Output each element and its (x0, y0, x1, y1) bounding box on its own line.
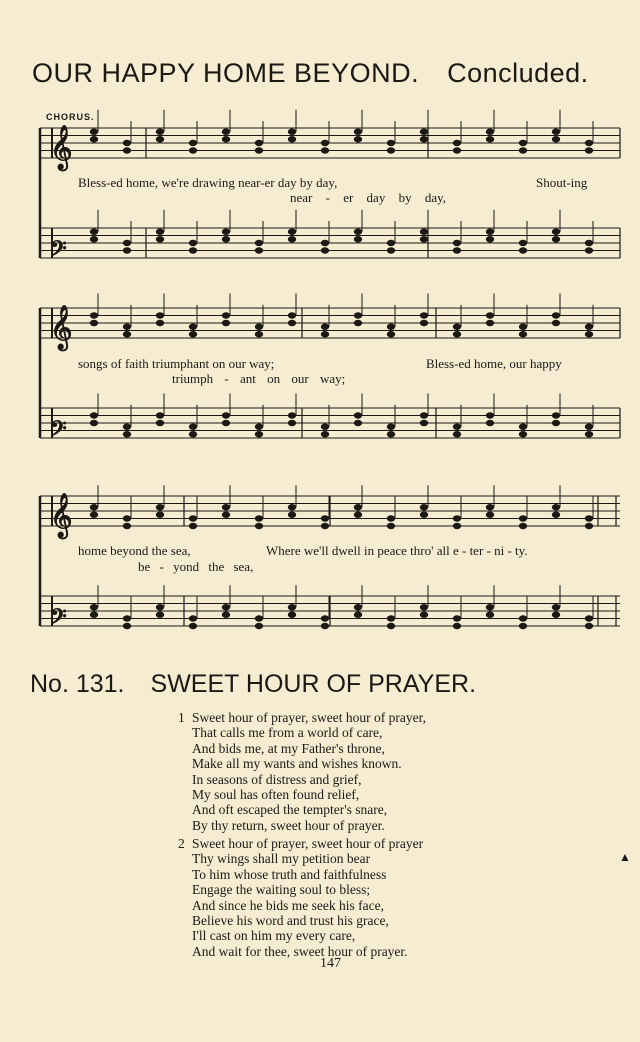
note-head (321, 240, 329, 246)
staff-notation-3 (36, 488, 620, 648)
note-head (123, 324, 131, 330)
note-head (255, 523, 263, 529)
note-head (123, 615, 131, 621)
note-head (420, 129, 428, 135)
note-head (354, 136, 362, 142)
note-head (189, 140, 197, 146)
note-head (387, 431, 395, 437)
note-head (585, 331, 593, 337)
note-head (90, 136, 98, 142)
note-head (222, 320, 230, 326)
note-head (585, 140, 593, 146)
note-head (453, 240, 461, 246)
note-head (189, 523, 197, 529)
note-head (552, 129, 560, 135)
note-head (585, 324, 593, 330)
note-head (189, 515, 197, 521)
note-head (189, 615, 197, 621)
note-head (255, 623, 263, 629)
note-head (255, 515, 263, 521)
note-head (420, 604, 428, 610)
note-head (123, 431, 131, 437)
note-head (453, 331, 461, 337)
note-head (354, 604, 362, 610)
note-head (486, 512, 494, 518)
note-head (222, 229, 230, 235)
note-head (222, 412, 230, 418)
note-head (156, 229, 164, 235)
note-head (585, 515, 593, 521)
note-head (486, 312, 494, 318)
note-head (387, 324, 395, 330)
note-head (222, 612, 230, 618)
note-head (552, 312, 560, 318)
note-head (519, 424, 527, 430)
note-head (288, 512, 296, 518)
note-head (387, 240, 395, 246)
note-head (354, 312, 362, 318)
note-head (156, 612, 164, 618)
hymn-heading (30, 670, 620, 699)
note-head (519, 523, 527, 529)
note-head (486, 236, 494, 242)
note-head (519, 431, 527, 437)
note-head (156, 604, 164, 610)
note-head (321, 140, 329, 146)
note-head (552, 504, 560, 510)
note-head (486, 420, 494, 426)
note-head (420, 504, 428, 510)
note-head (387, 247, 395, 253)
song-subtitle: Concluded. (447, 58, 589, 88)
note-head (288, 129, 296, 135)
note-head (354, 612, 362, 618)
note-head (123, 424, 131, 430)
page-heading (32, 58, 622, 89)
verse-line: And oft escaped the tempter's snare, (192, 802, 388, 818)
note-head (189, 623, 197, 629)
note-head (189, 331, 197, 337)
note-head (519, 247, 527, 253)
music-system-3 (36, 488, 620, 648)
note-head (387, 424, 395, 430)
note-head (519, 140, 527, 146)
note-head (156, 512, 164, 518)
note-head (189, 424, 197, 430)
note-head (585, 247, 593, 253)
verse-line: Sweet hour of prayer, sweet hour of prayer, (192, 710, 426, 725)
note-head (585, 623, 593, 629)
verse-line: Believe his word and trust his grace, (192, 913, 389, 929)
note-head (486, 320, 494, 326)
note-head (552, 229, 560, 235)
note-head (222, 604, 230, 610)
note-head (486, 412, 494, 418)
note-head (189, 431, 197, 437)
note-head (552, 412, 560, 418)
note-head (255, 331, 263, 337)
note-head (156, 236, 164, 242)
note-head (354, 229, 362, 235)
note-head (255, 147, 263, 153)
lyrics-1-line1: Bless-ed home, we're drawing near-er day by day, (78, 175, 338, 190)
note-head (255, 615, 263, 621)
bass-clef-icon: 𝄢 (50, 605, 67, 635)
treble-clef-icon: 𝄞 (50, 125, 73, 169)
note-head (387, 623, 395, 629)
note-head (519, 615, 527, 621)
note-head (552, 136, 560, 142)
note-head (453, 140, 461, 146)
lyrics-2-line1-end: Bless-ed home, our happy (426, 356, 562, 371)
note-head (156, 136, 164, 142)
note-head (288, 612, 296, 618)
verse-line: Sweet hour of prayer, sweet hour of prayer (192, 836, 424, 851)
note-head (585, 424, 593, 430)
lyrics-2-line1: songs of faith triumphant on our way; (78, 356, 275, 371)
note-head (585, 431, 593, 437)
note-head (486, 604, 494, 610)
note-head (321, 247, 329, 253)
note-head (90, 604, 98, 610)
note-head (420, 512, 428, 518)
note-head (156, 420, 164, 426)
verse-line: In seasons of distress and grief, (192, 771, 362, 787)
verse-number: 1 (178, 710, 185, 725)
note-head (453, 623, 461, 629)
note-head (585, 615, 593, 621)
note-head (321, 615, 329, 621)
note-head (189, 240, 197, 246)
note-head (156, 504, 164, 510)
note-head (222, 136, 230, 142)
verse-line: By thy return, sweet hour of prayer. (192, 817, 385, 833)
note-head (222, 129, 230, 135)
note-head (321, 424, 329, 430)
note-head (552, 320, 560, 326)
bass-clef-icon: 𝄢 (50, 417, 67, 447)
note-head (156, 320, 164, 326)
note-head (123, 331, 131, 337)
note-head (90, 320, 98, 326)
note-head (222, 420, 230, 426)
note-head (420, 229, 428, 235)
note-head (354, 236, 362, 242)
note-head (123, 140, 131, 146)
song-title: OUR HAPPY HOME BEYOND. (32, 58, 420, 88)
note-head (90, 512, 98, 518)
lyrics-1-line2: near - er day by day, (290, 190, 446, 205)
bass-clef-icon: 𝄢 (50, 237, 67, 267)
note-head (354, 320, 362, 326)
note-head (486, 504, 494, 510)
lyrics-3-line1: home beyond the sea, (78, 543, 191, 558)
note-head (288, 320, 296, 326)
note-head (486, 612, 494, 618)
lyrics-1-line1-end: Shout-ing (536, 175, 588, 190)
note-head (519, 515, 527, 521)
chorus-label: CHORUS. (46, 112, 95, 122)
note-head (255, 247, 263, 253)
verse-1 (178, 710, 426, 833)
note-head (519, 623, 527, 629)
note-head (453, 431, 461, 437)
note-head (321, 623, 329, 629)
lyrics-3-line2: be - yond the sea, (138, 559, 254, 574)
note-head (420, 320, 428, 326)
note-head (453, 523, 461, 529)
note-head (222, 504, 230, 510)
note-head (90, 420, 98, 426)
note-head (354, 512, 362, 518)
hymn-number: No. 131. (30, 670, 125, 698)
note-head (90, 236, 98, 242)
note-head (321, 523, 329, 529)
note-head (123, 247, 131, 253)
note-head (90, 504, 98, 510)
treble-clef-icon: 𝄞 (50, 305, 73, 349)
note-head (156, 412, 164, 418)
note-head (321, 331, 329, 337)
verse-line: My soul has often found relief, (192, 787, 360, 803)
note-head (288, 604, 296, 610)
note-head (288, 504, 296, 510)
note-head (453, 615, 461, 621)
note-head (552, 236, 560, 242)
note-head (552, 512, 560, 518)
note-head (189, 147, 197, 153)
note-head (486, 129, 494, 135)
note-head (552, 612, 560, 618)
note-head (453, 515, 461, 521)
note-head (420, 612, 428, 618)
note-head (486, 136, 494, 142)
margin-mark-icon: ▲ (619, 850, 631, 864)
page-number: 147 (320, 956, 341, 971)
note-head (90, 412, 98, 418)
note-head (354, 412, 362, 418)
note-head (123, 623, 131, 629)
note-head (255, 431, 263, 437)
verse-line: And wait for thee, sweet hour of prayer. (192, 943, 408, 959)
verse-line: Engage the waiting soul to bless; (192, 882, 371, 898)
note-head (453, 324, 461, 330)
note-head (321, 324, 329, 330)
note-head (90, 129, 98, 135)
note-head (123, 523, 131, 529)
note-head (123, 147, 131, 153)
verse-line: That calls me from a world of care, (192, 725, 383, 741)
note-head (189, 247, 197, 253)
note-head (255, 324, 263, 330)
verse-line: Make all my wants and wishes known. (192, 756, 402, 772)
note-head (288, 236, 296, 242)
treble-clef-icon: 𝄞 (50, 493, 73, 537)
note-head (387, 523, 395, 529)
note-head (519, 147, 527, 153)
note-head (90, 229, 98, 235)
note-head (420, 312, 428, 318)
verse-line: And since he bids me seek his face, (192, 897, 384, 913)
note-head (354, 420, 362, 426)
note-head (552, 420, 560, 426)
note-head (354, 504, 362, 510)
note-head (420, 420, 428, 426)
note-head (486, 229, 494, 235)
note-head (189, 324, 197, 330)
note-head (288, 136, 296, 142)
hymn-title: SWEET HOUR OF PRAYER. (150, 670, 477, 698)
note-head (222, 236, 230, 242)
note-head (519, 331, 527, 337)
note-head (453, 147, 461, 153)
note-head (519, 240, 527, 246)
note-head (321, 147, 329, 153)
verse-line: And bids me, at my Father's throne, (192, 740, 385, 756)
note-head (585, 240, 593, 246)
note-head (420, 412, 428, 418)
note-head (354, 129, 362, 135)
note-head (222, 512, 230, 518)
note-head (288, 312, 296, 318)
verse-line: Thy wings shall my petition bear (192, 851, 371, 867)
note-head (321, 431, 329, 437)
lyrics-2-line2: triumph - ant on our way; (172, 371, 346, 386)
note-head (90, 612, 98, 618)
note-head (387, 615, 395, 621)
verse-line: To him whose truth and faithfulness (192, 866, 387, 882)
note-head (387, 515, 395, 521)
note-head (453, 247, 461, 253)
note-head (255, 140, 263, 146)
note-head (387, 140, 395, 146)
note-head (387, 331, 395, 337)
verse-line: I'll cast on him my every care, (192, 928, 356, 944)
note-head (420, 236, 428, 242)
note-head (519, 324, 527, 330)
note-head (288, 229, 296, 235)
note-head (453, 424, 461, 430)
note-head (255, 240, 263, 246)
note-head (156, 312, 164, 318)
verse-2 (178, 836, 423, 959)
note-head (123, 515, 131, 521)
note-head (552, 604, 560, 610)
note-head (123, 240, 131, 246)
note-head (387, 147, 395, 153)
note-head (255, 424, 263, 430)
note-head (156, 129, 164, 135)
note-head (420, 136, 428, 142)
lyrics-3-line1-end: Where we'll dwell in peace thro' all e - ter - ni - ty. (266, 543, 528, 558)
note-head (288, 420, 296, 426)
note-head (585, 147, 593, 153)
note-head (288, 412, 296, 418)
note-head (321, 515, 329, 521)
verse-number: 2 (178, 836, 185, 851)
note-head (222, 312, 230, 318)
note-head (585, 523, 593, 529)
note-head (90, 312, 98, 318)
